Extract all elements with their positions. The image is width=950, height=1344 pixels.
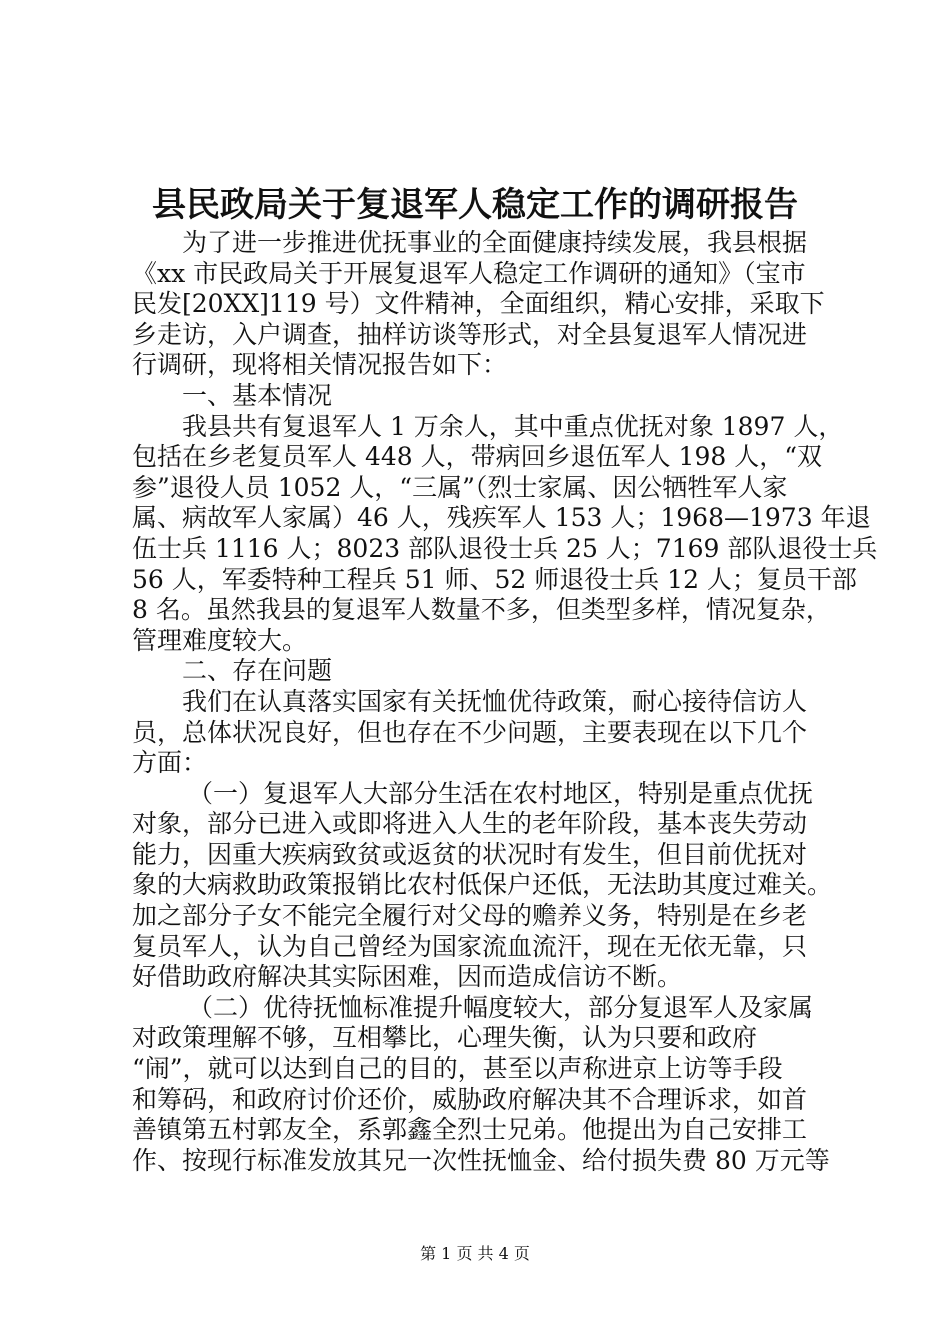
- paragraph-line: 8 名。虽然我县的复退军人数量不多，但类型多样，情况复杂，: [132, 595, 831, 625]
- paragraph-line: 56 人，军委特种工程兵 51 师、52 师退役士兵 12 人；复员干部: [132, 564, 857, 594]
- document-body: [132, 228, 878, 1176]
- document-title: 县民政局关于复退军人稳定工作的调研报告: [152, 185, 798, 225]
- paragraph-line: 能力，因重大疾病致贫或返贫的状况时有发生，但目前优抚对: [132, 839, 808, 869]
- paragraph-line: 善镇第五村郭友全，系郭鑫全烈士兄弟。他提出为自己安排工: [132, 1115, 808, 1145]
- paragraph-line: 好借助政府解决其实际困难，因而造成信访不断。: [132, 962, 683, 992]
- paragraph-line: 象的大病救助政策报销比农村低保户还低，无法助其度过难关。: [132, 870, 833, 900]
- section-heading: 二、存在问题: [182, 656, 333, 686]
- paragraph-line: 我县共有复退军人 1 万余人，其中重点优抚对象 1897 人，: [182, 411, 844, 441]
- paragraph-line: 加之部分子女不能完全履行对父母的赡养义务，特别是在乡老: [132, 901, 808, 931]
- paragraph-line: 我们在认真落实国家有关抚恤优待政策，耐心接待信访人: [182, 686, 808, 716]
- section-heading: 一、基本情况: [182, 380, 333, 410]
- paragraph-line: 包括在乡老复员军人 448 人，带病回乡退伍军人 198 人，“双: [132, 442, 823, 472]
- paragraph-line: 作、按现行标准发放其兄一次性抚恤金、给付损失费 80 万元等: [132, 1145, 830, 1175]
- page-number-footer: 第 1 页 共 4 页: [420, 1244, 530, 1263]
- paragraph-line: 民发[20XX]119 号）文件精神，全面组织，精心安排，采取下: [132, 289, 825, 319]
- paragraph-line: 员，总体状况良好，但也存在不少问题，主要表现在以下几个: [132, 717, 808, 747]
- paragraph-line: 对象，部分已进入或即将进入人生的老年阶段，基本丧失劳动: [132, 809, 808, 839]
- paragraph-line: （二）优待抚恤标准提升幅度较大，部分复退军人及家属: [188, 992, 814, 1022]
- paragraph-line: （一）复退军人大部分生活在农村地区，特别是重点优抚: [188, 778, 814, 808]
- paragraph-line: 管理难度较大。: [132, 625, 308, 655]
- paragraph-line: 为了进一步推进优抚事业的全面健康持续发展，我县根据: [182, 228, 808, 257]
- paragraph-line: 参”退役人员 1052 人，“三属”（烈士家属、因公牺牲军人家: [132, 472, 788, 502]
- paragraph-line: “闹”，就可以达到自己的目的，甚至以声称进京上访等手段: [132, 1054, 783, 1084]
- paragraph-line: 伍士兵 1116 人；8023 部队退役士兵 25 人；7169 部队退役士兵: [132, 533, 878, 563]
- paragraph-line: 对政策理解不够，互相攀比，心理失衡，认为只要和政府: [132, 1023, 758, 1053]
- paragraph-line: 和筹码，和政府讨价还价，威胁政府解决其不合理诉求，如首: [132, 1084, 808, 1114]
- paragraph-line: 乡走访，入户调查，抽样访谈等形式，对全县复退军人情况进: [132, 319, 808, 349]
- paragraph-line: 属、病故军人家属）46 人，残疾军人 153 人；1968—1973 年退: [132, 503, 871, 533]
- paragraph-line: 方面：: [132, 748, 208, 778]
- paragraph-line: 复员军人，认为自己曾经为国家流血流汗，现在无依无靠，只: [132, 931, 808, 961]
- paragraph-line: 《xx 市民政局关于开展复退军人稳定工作调研的通知》（宝市: [132, 258, 806, 288]
- paragraph-line: 行调研，现将相关情况报告如下：: [132, 350, 508, 380]
